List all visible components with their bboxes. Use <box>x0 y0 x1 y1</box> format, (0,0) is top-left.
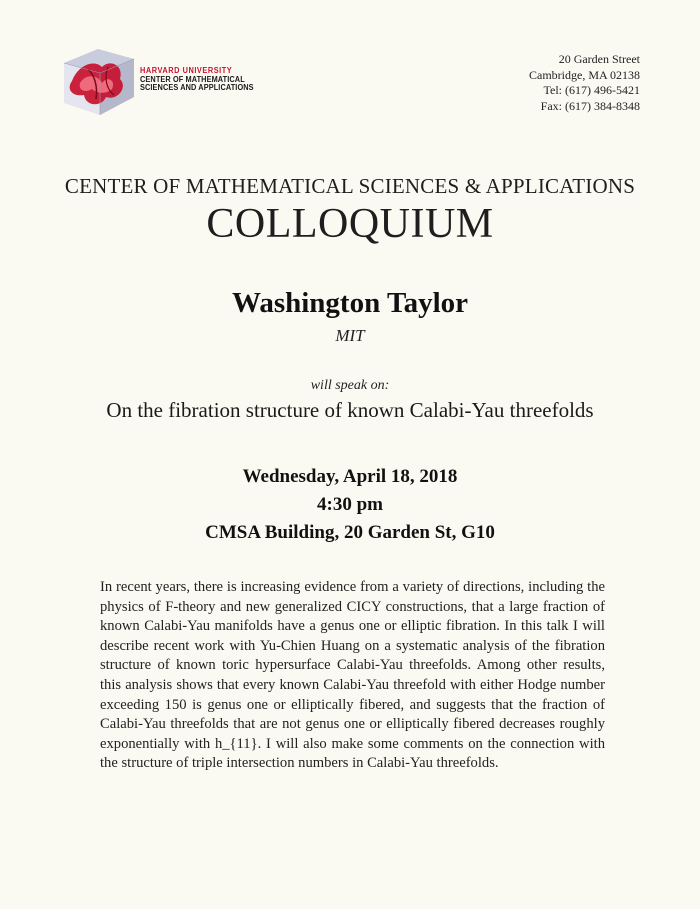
logo-wordmark <box>140 67 254 93</box>
logo-university: HARVARD UNIVERSITY <box>140 66 233 75</box>
talk-intro: will speak on: <box>310 378 390 393</box>
address-block <box>529 52 640 114</box>
logo-center: CENTER OF MATHEMATICAL <box>140 74 245 84</box>
cmsa-logo-icon <box>58 45 136 117</box>
event-type-heading: COLLOQUIUM <box>206 201 494 247</box>
speaker-affiliation: MIT <box>335 326 365 345</box>
logo-sciences: SCIENCES AND APPLICATIONS <box>140 83 254 92</box>
event-date: Wednesday, April 18, 2018 <box>242 466 458 487</box>
speaker-name: Washington Taylor <box>231 287 469 319</box>
address-city: Cambridge, MA 02138 <box>529 67 640 82</box>
abstract-text: In recent years, there is increasing evidence from a variety of directions, including the physics of F-theory and new generalized CICY constructions, that a large fraction of known Calabi-Yau manifolds have a genus one or elliptic fibration. In this talk I will describe recent work with Yu-Chien Huang on a systematic analysis of the fibration structure of known toric hypersurface Calabi-Yau threefolds. Among other results, this analysis shows that every known Calabi-Yau threefold with either Hodge number exceeding 150 is genus one or elliptically fibered, and suggests that the fraction of Calabi-Yau threefolds that are not genus one or elliptically fibered decreases roughly exponentially with h_{11}. I will also make some comments on the connection with the structure of triple intersection numbers in Calabi-Yau threefolds. <box>100 579 605 772</box>
event-location: CMSA Building, 20 Garden St, G10 <box>205 522 495 543</box>
talk-title: On the fibration structure of known Calabi-Yau threefolds <box>106 398 594 422</box>
address-fax: Fax: (617) 384-8348 <box>540 98 640 113</box>
center-name-heading: CENTER OF MATHEMATICAL SCIENCES & APPLICATIONS <box>64 174 636 198</box>
event-time: 4:30 pm <box>317 494 383 515</box>
address-tel: Tel: (617) 496-5421 <box>543 83 640 97</box>
address-street: 20 Garden Street <box>558 52 640 66</box>
